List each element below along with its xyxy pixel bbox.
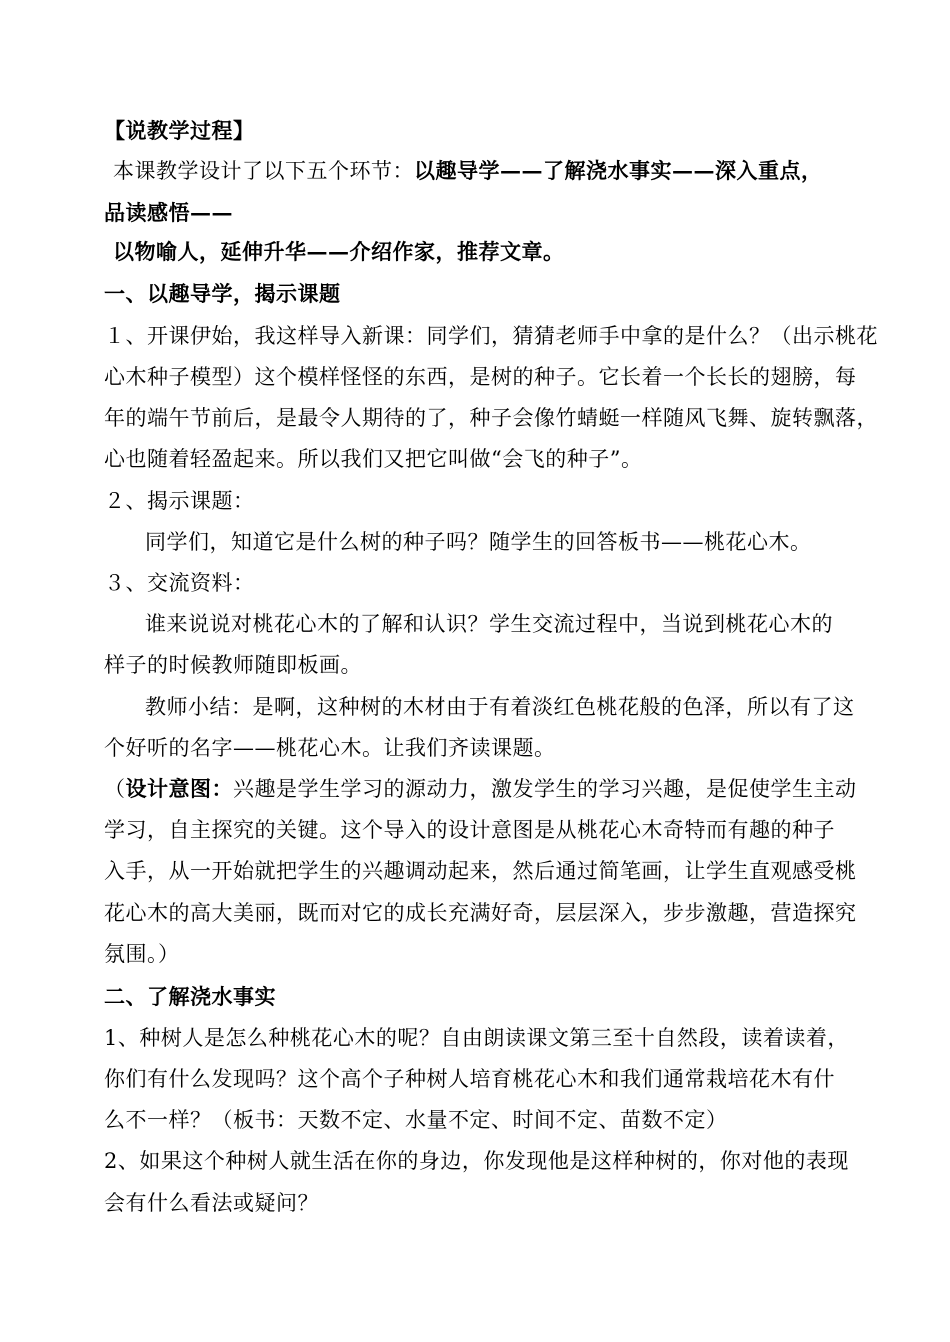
paragraph-line: 同学们，知道它是什么树的种子吗？随学生的回答板书——桃花心木。 — [145, 530, 812, 554]
paragraph-line: 样子的时候教师随即板画。 — [104, 653, 362, 677]
design-intent-line: （设计意图：兴趣是学生学习的源动力，激发学生的学习兴趣，是促使学生主动 — [104, 776, 857, 801]
intro-steps-b: 品读感悟—— — [104, 200, 233, 225]
paragraph-line: 氛围。） — [104, 942, 180, 966]
intro-line-1 — [113, 158, 823, 184]
paragraph-line: 心也随着轻盈起来。所以我们又把它叫做“会飞的种子”。 — [104, 447, 643, 471]
paragraph-line: 2、如果这个种树人就生活在你的身边，你发现他是这样种树的，你对他的表现 — [104, 1149, 849, 1173]
subsection-label: ３、交流资料： — [104, 571, 255, 595]
paragraph-line: 1、种树人是怎么种桃花心木的呢？自由朗读课文第三至十自然段，读着读着， — [104, 1026, 849, 1050]
subsection-label: ２、揭示课题： — [104, 489, 255, 513]
intro-steps-c: 以物喻人，延伸升华——介绍作家，推荐文章。 — [113, 239, 565, 264]
paragraph-line: 你们有什么发现吗？这个高个子种树人培育桃花心木和我们通常栽培花木有什 — [104, 1067, 835, 1091]
design-label: 设计意图： — [125, 776, 233, 801]
paragraph-line: 年的端午节前后，是最令人期待的了，种子会像竹蜻蜓一样随风飞舞、旋转飘落， — [104, 406, 878, 430]
paragraph-line: 会有什么看法或疑问？ — [104, 1191, 319, 1215]
paragraph-line: 心木种子模型）这个模样怪怪的东西，是树的种子。它长着一个长长的翅膀，每 — [104, 365, 857, 389]
section-title: 【说教学过程】 — [104, 118, 255, 143]
paragraph-line: 谁来说说对桃花心木的了解和认识？学生交流过程中，当说到桃花心木的 — [145, 612, 833, 636]
section2-heading: 二、了解浇水事实 — [104, 984, 276, 1009]
paragraph-line: 入手，从一开始就把学生的兴趣调动起来，然后通过简笔画，让学生直观感受桃 — [104, 859, 857, 883]
intro-steps-a: 以趣导学——了解浇水事实——深入重点， — [414, 158, 823, 183]
paragraph-line: 教师小结：是啊，这种树的木材由于有着淡红色桃花般的色泽，所以有了这 — [145, 695, 855, 719]
design-first: 兴趣是学生学习的源动力，激发学生的学习兴趣，是促使学生主动 — [233, 777, 857, 801]
paragraph-line: 么不一样？（板书：天数不定、水量不定、时间不定、苗数不定） — [104, 1108, 728, 1132]
section1-heading: 一、以趣导学，揭示课题 — [104, 281, 341, 306]
paragraph-line: １、开课伊始，我这样导入新课：同学们，猜猜老师手中拿的是什么？（出示桃花 — [104, 324, 878, 348]
paragraph-line: 个好听的名字——桃花心木。让我们齐读课题。 — [104, 736, 556, 760]
paragraph-line: 学习，自主探究的关键。这个导入的设计意图是从桃花心木奇特而有趣的种子 — [104, 818, 835, 842]
intro-prefix: 本课教学设计了以下五个环节： — [113, 159, 414, 183]
paragraph-line: 花心木的高大美丽，既而对它的成长充满好奇，层层深入，步步激趣，营造探究 — [104, 901, 857, 925]
